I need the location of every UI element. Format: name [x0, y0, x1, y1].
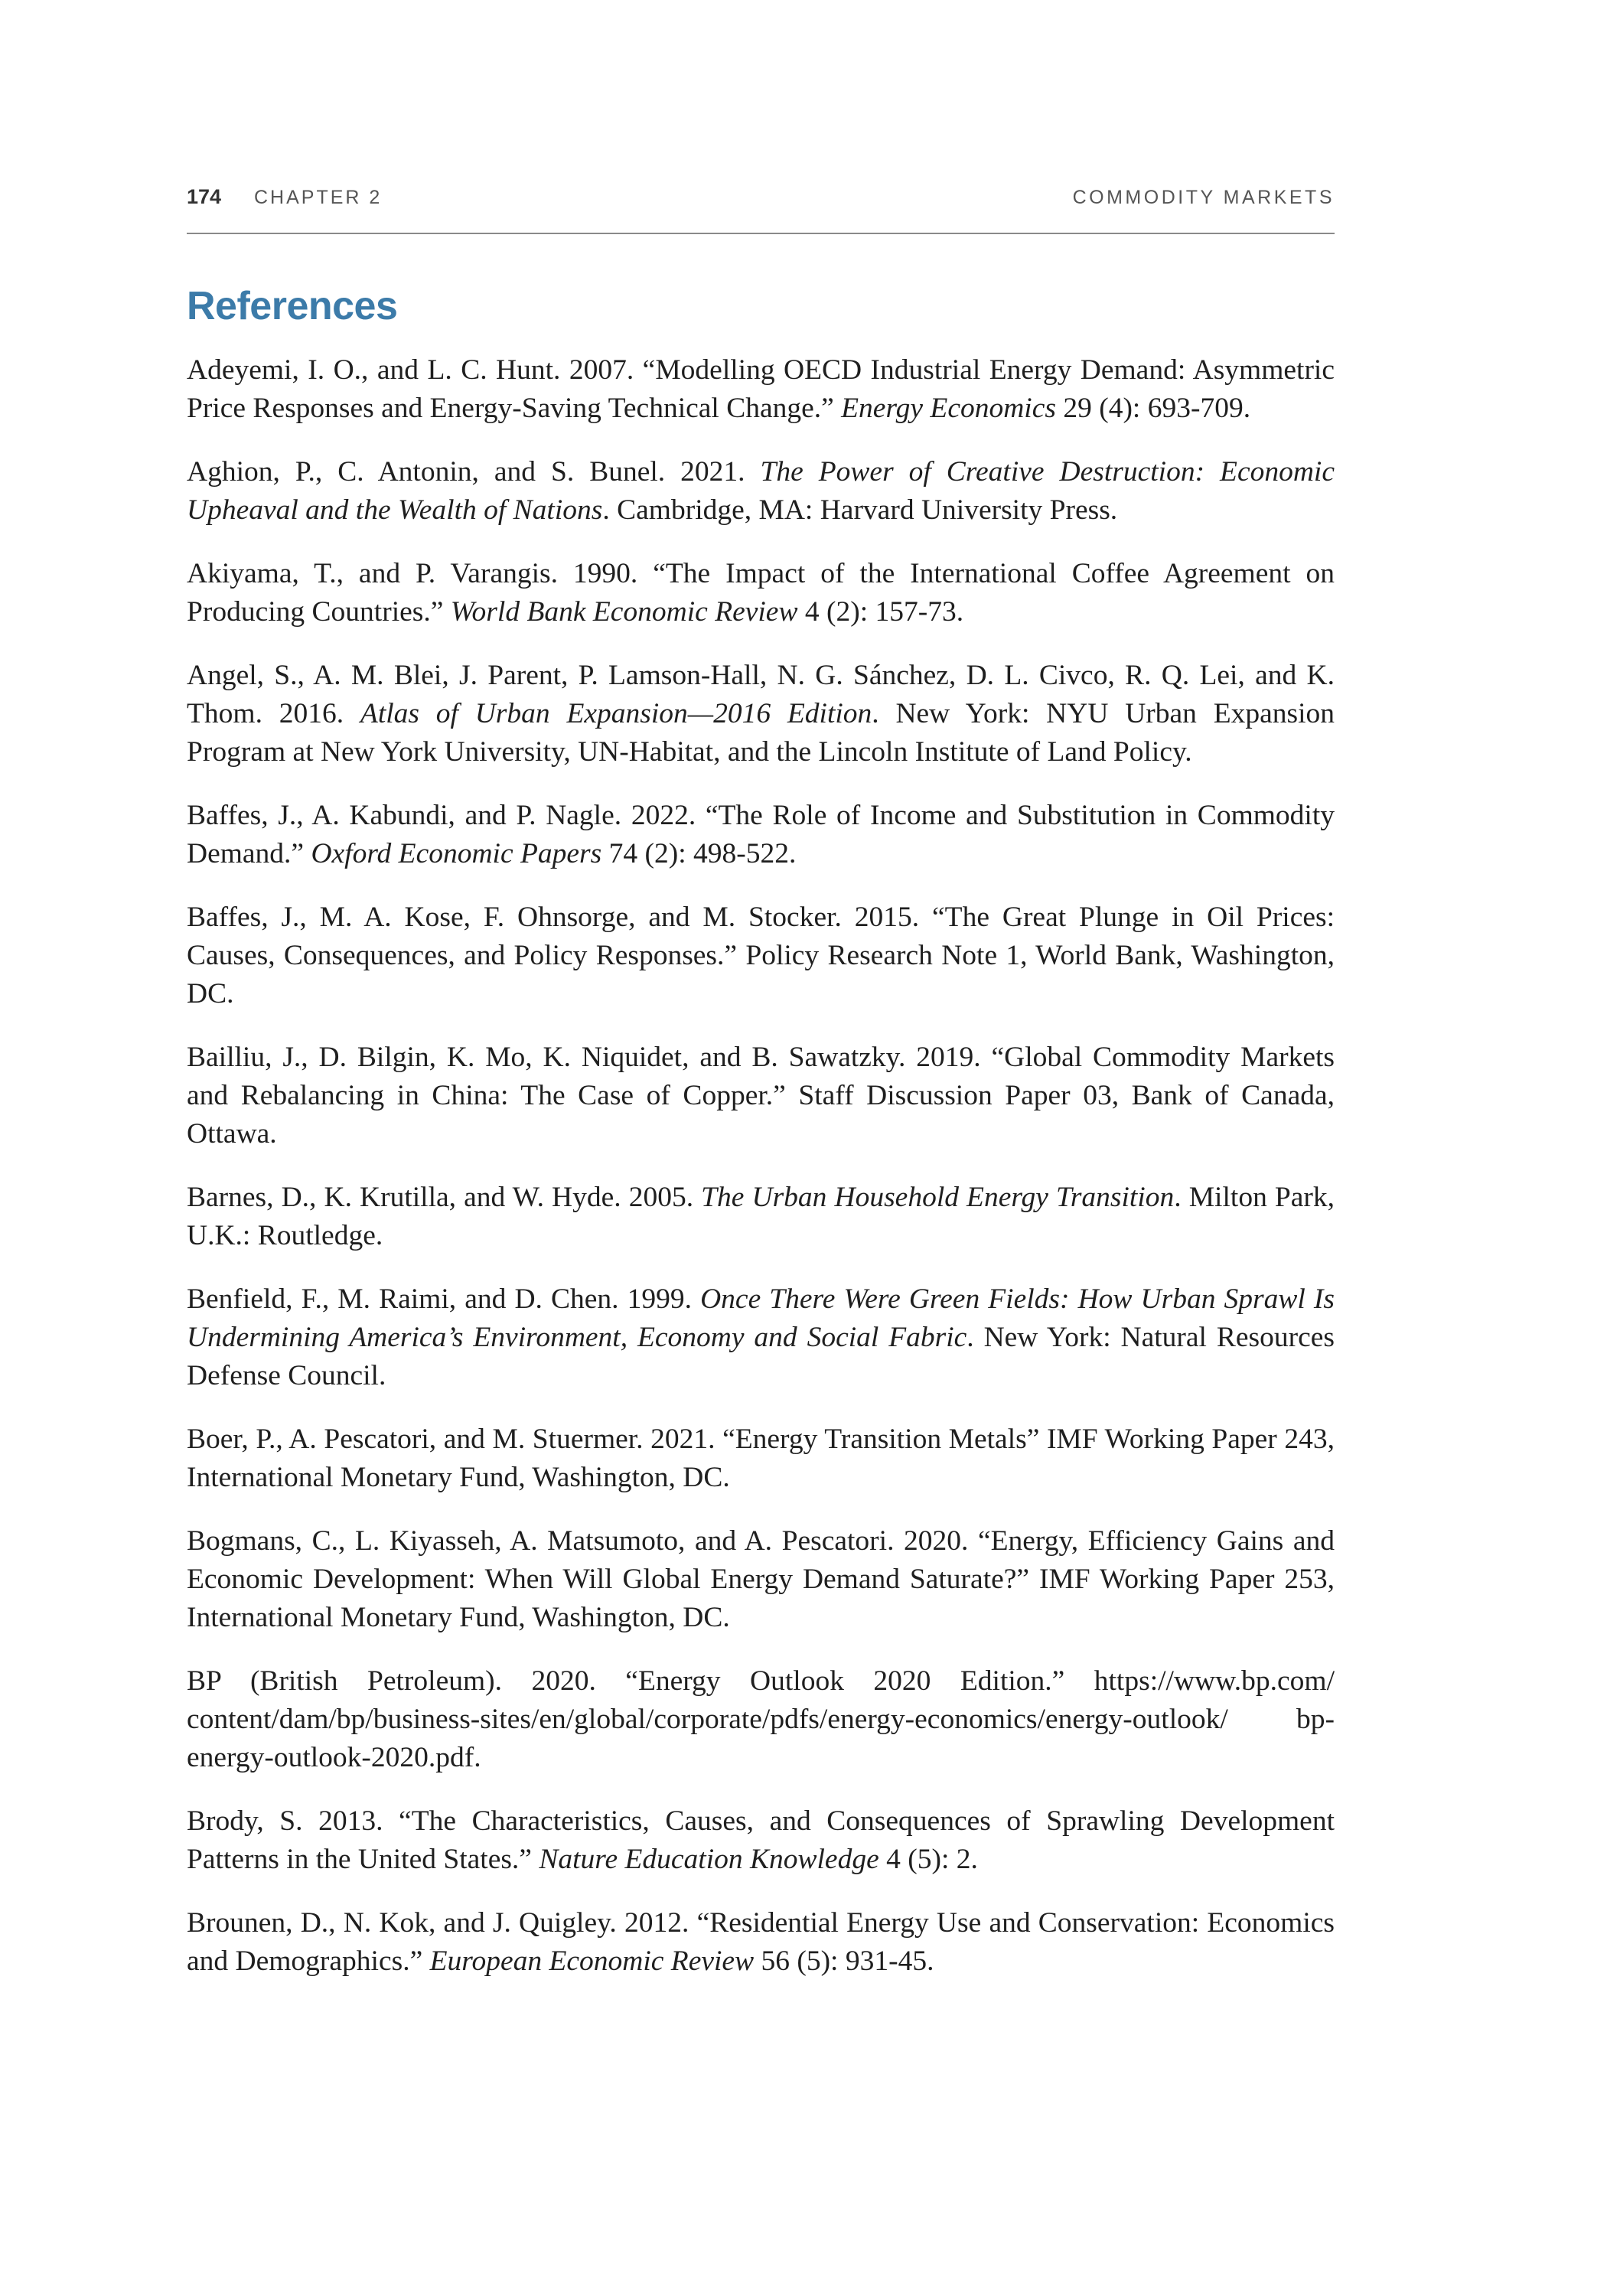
reference-entry: Boer, P., A. Pescatori, and M. Stuermer. 2021. “Energy Transition Metals” IMF Working Paper 243, International Monetary Fund, Washington, DC.	[187, 1424, 1335, 1494]
reference-entry: Angel, S., A. M. Blei, J. Parent, P. Lamson-Hall, N. G. Sánchez, D. L. Civco, R. Q. Lei, and K. Thom. 2016. Atlas of Urban Expansion—2016 Edition. New York: NYU Urban Expansion Program at New York University, UN-Habitat, and the Lincoln Institute of Land Policy.	[187, 660, 1335, 768]
document-page	[187, 181, 1335, 2006]
reference-entry: Baffes, J., M. A. Kose, F. Ohnsorge, and M. Stocker. 2015. “The Great Plunge in Oil Prices: Causes, Consequences, and Policy Responses.” Policy Research Note 1, World Bank, Washington, DC.	[187, 902, 1335, 1010]
page-number: 174	[187, 185, 222, 208]
reference-entry: Brounen, D., N. Kok, and J. Quigley. 2012. “Residential Energy Use and Conservation: Economics and Demographics.” European Economic Review 56 (5): 931-45.	[187, 1907, 1335, 1978]
reference-entry: Benfield, F., M. Raimi, and D. Chen. 1999. Once There Were Green Fields: How Urban Sprawl Is Undermining America’s Environment, Economy and Social Fabric. New York: Natural Resources Defense Council.	[187, 1283, 1335, 1392]
reference-entry: Aghion, P., C. Antonin, and S. Bunel. 2021. The Power of Creative Destruction: Economic Upheaval and the Wealth of Nations. Cambridge, MA: Harvard University Press.	[187, 456, 1335, 527]
reference-entry: BP (British Petroleum). 2020. “Energy Outlook 2020 Edition.” https://www.bp.com/ content/dam/bp/business-sites/en/global/corporate/pdfs/energy-economics/energy-outlook/ bp-energy-outlook-2020.pdf.	[187, 1665, 1335, 1774]
running-header	[187, 181, 1335, 234]
reference-list	[187, 351, 1335, 1981]
section-label: COMMODITY MARKETS	[1072, 187, 1335, 208]
reference-entry: Baffes, J., A. Kabundi, and P. Nagle. 2022. “The Role of Income and Substitution in Commodity Demand.” Oxford Economic Papers 74 (2): 498-522.	[187, 800, 1335, 870]
reference-entry: Adeyemi, I. O., and L. C. Hunt. 2007. “Modelling OECD Industrial Energy Demand: Asymmetric Price Responses and Energy-Saving Technical Change.” Energy Economics 29 (4): 693-709.	[187, 354, 1335, 425]
reference-entry: Bailliu, J., D. Bilgin, K. Mo, K. Niquidet, and B. Sawatzky. 2019. “Global Commodity Markets and Rebalancing in China: The Case of Copper.” Staff Discussion Paper 03, Bank of Canada, Ottawa.	[187, 1042, 1335, 1150]
reference-entry: Akiyama, T., and P. Varangis. 1990. “The Impact of the International Coffee Agreement on Producing Countries.” World Bank Economic Review 4 (2): 157-73.	[187, 558, 1335, 628]
reference-entry: Barnes, D., K. Krutilla, and W. Hyde. 2005. The Urban Household Energy Transition. Milton Park, U.K.: Routledge.	[187, 1182, 1335, 1252]
reference-entry: Bogmans, C., L. Kiyasseh, A. Matsumoto, and A. Pescatori. 2020. “Energy, Efficiency Gains and Economic Development: When Will Global Energy Demand Saturate?” IMF Working Paper 253, International Monetary Fund, Washington, DC.	[187, 1525, 1335, 1634]
reference-entry: Brody, S. 2013. “The Characteristics, Causes, and Consequences of Sprawling Development Patterns in the United States.” Nature Education Knowledge 4 (5): 2.	[187, 1805, 1335, 1876]
chapter-label: CHAPTER 2	[254, 187, 383, 208]
references-heading: References	[187, 284, 398, 328]
